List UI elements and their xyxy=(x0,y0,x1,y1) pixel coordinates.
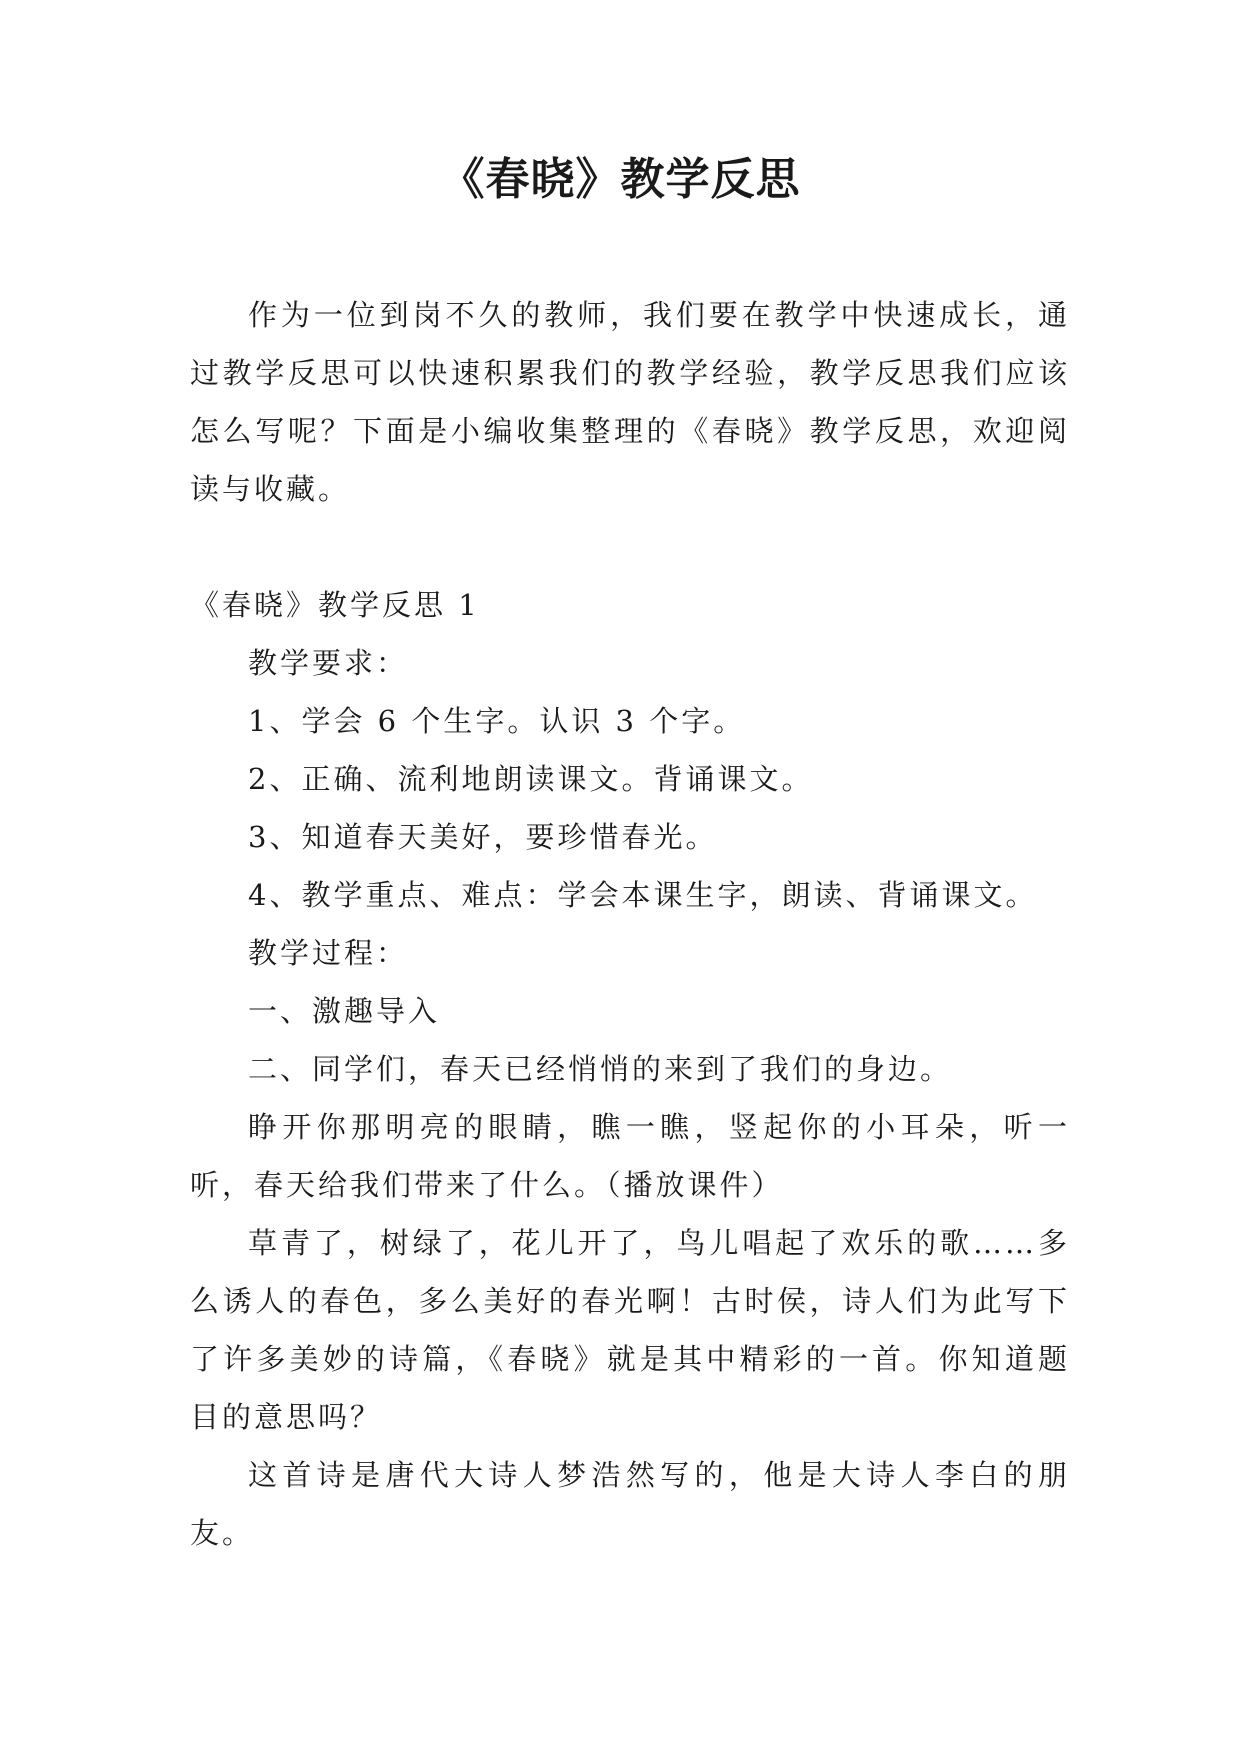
paragraph-open-eyes: 睁开你那明亮的眼睛，瞧一瞧，竖起你的小耳朵，听一听，春天给我们带来了什么。（播放课件） xyxy=(190,1110,1070,1202)
section-heading: 《春晓》教学反思 1 xyxy=(190,588,480,622)
document-title: 《春晓》教学反思 xyxy=(440,154,801,205)
paragraph-spring-scene: 草青了，树绿了，花儿开了，鸟儿唱起了欢乐的歌……多么诱人的春色，多么美好的春光啊！古时侯，诗人们为此写下了许多美妙的诗篇，《春晓》就是其中精彩的一首。你知道题目的意思吗？ xyxy=(190,1226,1070,1434)
paragraph-requirement-4: 4、教学重点、难点：学会本课生字，朗读、背诵课文。 xyxy=(248,878,1038,912)
document-body xyxy=(190,286,1070,1562)
paragraph-requirement-1: 1、学会 6 个生字。认识 3 个字。 xyxy=(248,704,746,738)
paragraph-teaching-requirements: 教学要求： xyxy=(248,646,409,680)
intro-paragraph: 作为一位到岗不久的教师，我们要在教学中快速成长，通过教学反思可以快速积累我们的教学经验，教学反思我们应该怎么写呢？下面是小编收集整理的《春晓》教学反思，欢迎阅读与收藏。 xyxy=(190,298,1070,506)
paragraph-teaching-process: 教学过程： xyxy=(248,936,409,970)
paragraph-step-2: 二、同学们，春天已经悄悄的来到了我们的身边。 xyxy=(248,1052,953,1086)
paragraph-requirement-2: 2、正确、流利地朗读课文。背诵课文。 xyxy=(248,762,814,796)
paragraph-poet: 这首诗是唐代大诗人梦浩然写的，他是大诗人李白的朋友。 xyxy=(190,1458,1070,1550)
paragraph-step-1: 一、激趣导入 xyxy=(248,994,441,1028)
paragraph-requirement-3: 3、知道春天美好，要珍惜春光。 xyxy=(248,820,718,854)
